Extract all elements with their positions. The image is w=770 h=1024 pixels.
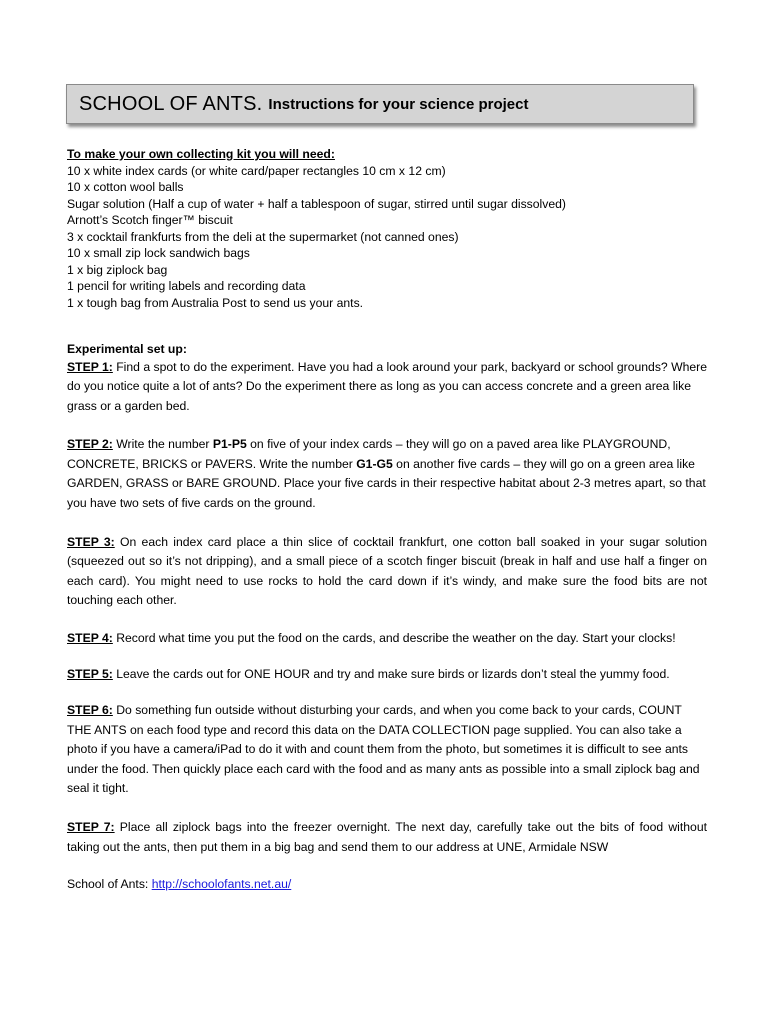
document-title: SCHOOL OF ANTS. [79,92,263,115]
step-label: STEP 7: [67,820,115,834]
kit-item: 10 x small zip lock sandwich bags [67,246,250,260]
kit-item: 1 x big ziplock bag [67,262,168,277]
step-6 [67,701,707,799]
step-1 [67,358,707,417]
step-4 [67,630,707,647]
kit-list [67,163,707,312]
step-text: On each index card place a thin slice of cocktail frankfurt, one cotton ball soaked in your sugar solution (squeezed out so it’s not dripping), and a small piece of a scotch finger biscuit (break in half and use half a finger on each card). You might need to use rocks to hold the card down if it’s windy, and make sure the food bits are not touching each other. [67,534,707,608]
step-3 [67,533,707,611]
kit-item: 10 x cotton wool balls [67,180,184,194]
website-link[interactable]: http://schoolofants.net.au/ [151,877,292,892]
step-label: STEP 1: [67,359,113,374]
step-text: Write the number [112,437,213,452]
step-text: on another five cards – they will go on a green area like GARDEN, GRASS or BARE GROUND. Place your five cards in their respective habitat about 2-3 metres apart, so that you have two sets of five cards on the ground. [67,456,706,511]
setup-heading: Experimental set up: [67,342,187,356]
step-text: Record what time you put the food on the cards, and describe the weather on the day. Start your clocks! [112,631,676,646]
step-7 [67,818,707,857]
step-label: STEP 5: [67,666,113,681]
title-banner [66,84,694,124]
step-text: Leave the cards out for ONE HOUR and try and make sure birds or lizards don’t steal the yummy food. [112,666,670,681]
step-text: Find a spot to do the experiment. Have you had a look around your park, backyard or school grounds? Where do you notice quite a lot of ants? Do the experiment there as long as you can access concrete and a green area like grass or a garden bed. [67,359,707,413]
footer-prefix: School of Ants: [67,877,152,892]
card-code-green: G1-G5 [356,456,393,471]
kit-item: 3 x cocktail frankfurts from the deli at the supermarket (not canned ones) [67,229,459,244]
step-label: STEP 2: [67,437,113,452]
document-body [67,146,707,893]
step-text: on five of your index cards – they will go on a paved area like PLAYGROUND, CONCRETE, BRICKS or PAVERS. Write the number [67,437,671,471]
step-2 [67,435,707,513]
footer-line [67,876,707,893]
step-5 [67,666,707,683]
kit-item: 1 x tough bag from Australia Post to send us your ants. [67,295,364,310]
kit-item: 1 pencil for writing labels and recording data [67,279,306,293]
kit-item: Arnott’s Scotch finger™ biscuit [67,213,233,227]
kit-heading: To make your own collecting kit you will need: [67,147,335,161]
kit-item: Sugar solution (Half a cup of water + half a tablespoon of sugar, stirred until sugar dissolved) [67,196,566,211]
step-label: STEP 4: [67,631,113,646]
step-text: Place all ziplock bags into the freezer overnight. The next day, carefully take out the bits of food without taking out the ants, then put them in a big bag and send them to our address at UNE, Armidale NSW [67,820,707,854]
card-code-paved: P1-P5 [212,437,247,452]
document-subtitle: Instructions for your science project [268,95,529,113]
step-label: STEP 3: [67,534,115,549]
step-text: Do something fun outside without disturbing your cards, and when you come back to your cards, COUNT THE ANTS on each food type and record this data on the DATA COLLECTION page supplied. You can also take a photo if you have a camera/iPad to do it with and count them from the photo, but sometimes it is difficult to see ants under the food. Then quickly place each card with the food and as many ants as possible into a small ziplock bag and seal it tight. [67,703,700,796]
step-label: STEP 6: [67,703,113,718]
kit-item: 10 x white index cards (or white card/paper rectangles 10 cm x 12 cm) [67,163,446,178]
